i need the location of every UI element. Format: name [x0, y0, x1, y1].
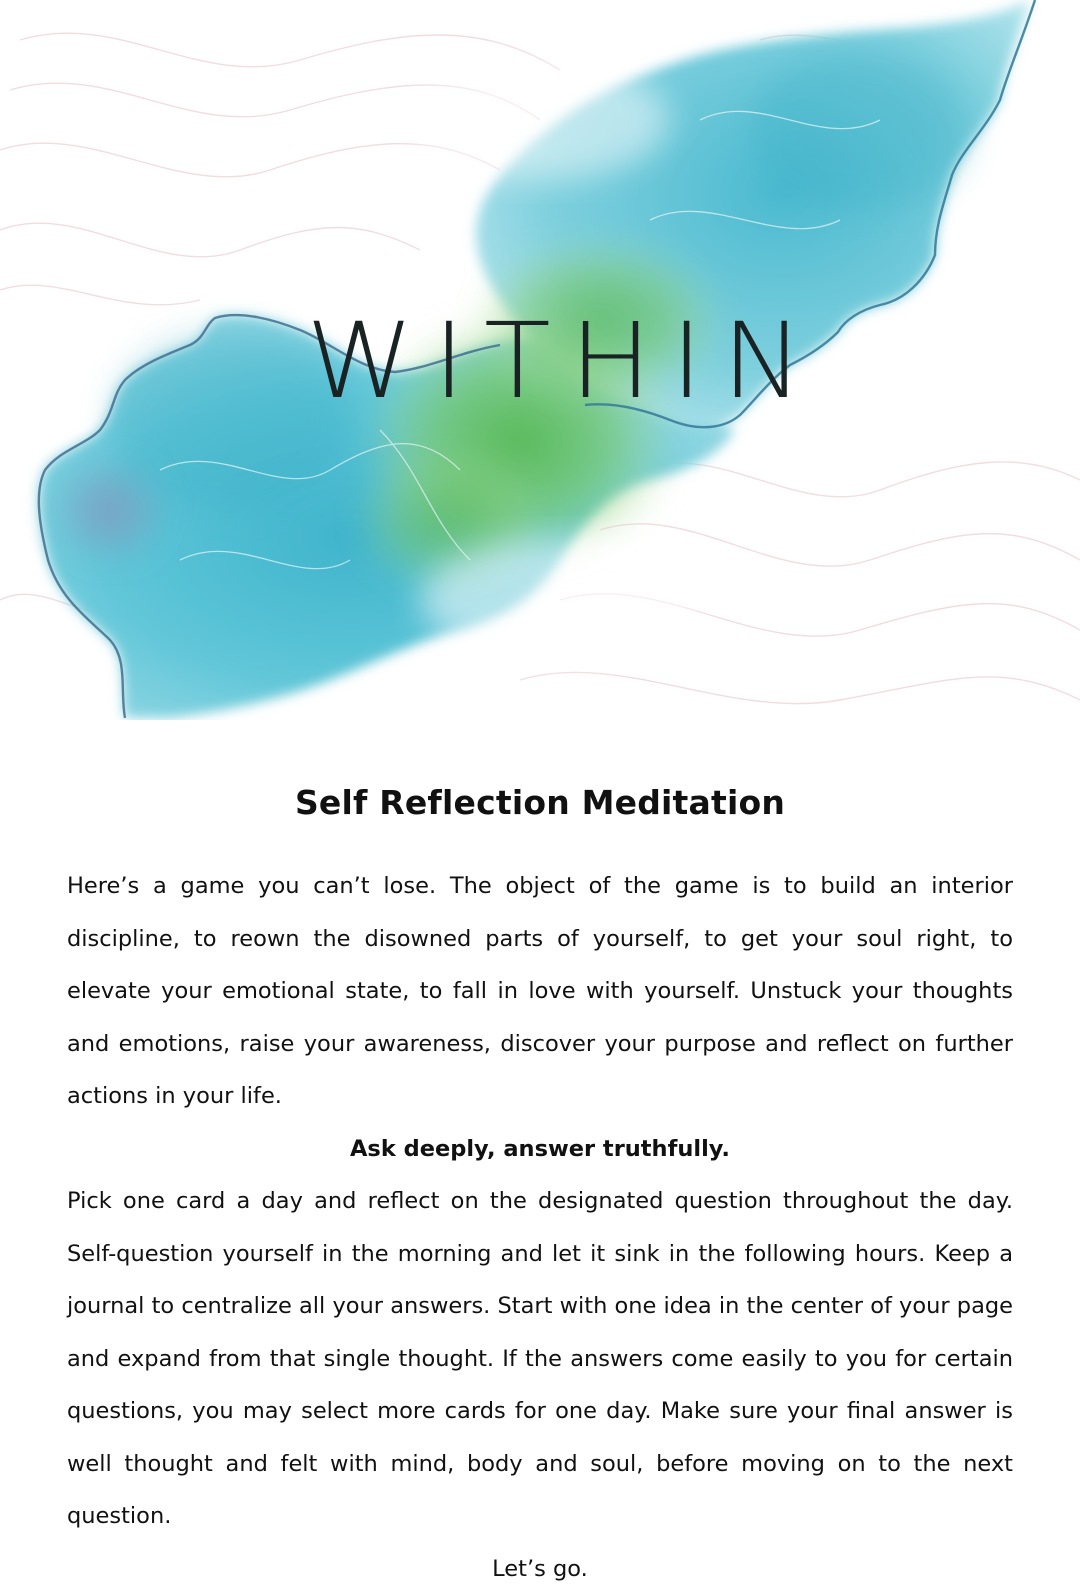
closing-line: Let’s go.	[67, 1543, 1013, 1595]
tagline: Ask deeply, answer truthfully.	[67, 1123, 1013, 1176]
cover-illustration	[0, 0, 1080, 720]
content-section	[67, 768, 1013, 1595]
intro-paragraph: Here’s a game you can’t lose. The object of the game is to build an interior discipline, to reown the disowned parts of yourself, to get your soul right, to elevate your emotional state, to fall in love with yourself. Unstuck your thoughts and emotions, raise your awareness, discover your purpose and reflect on further actions in your life.	[67, 860, 1013, 1123]
instructions-paragraph: Pick one card a day and reflect on the designated question throughout the day. Self-question yourself in the morning and let it sink in the following hours. Keep a journal to centralize all your answers. Start with one idea in the center of your page and expand from that single thought. If the answers come easily to you for certain questions, you may select more cards for one day. Make sure your final answer is well thought and felt with mind, body and soul, before moving on to the next question.	[67, 1175, 1013, 1543]
hero-title: WITHIN	[306, 306, 810, 416]
page-title: Self Reflection Meditation	[67, 768, 1013, 838]
